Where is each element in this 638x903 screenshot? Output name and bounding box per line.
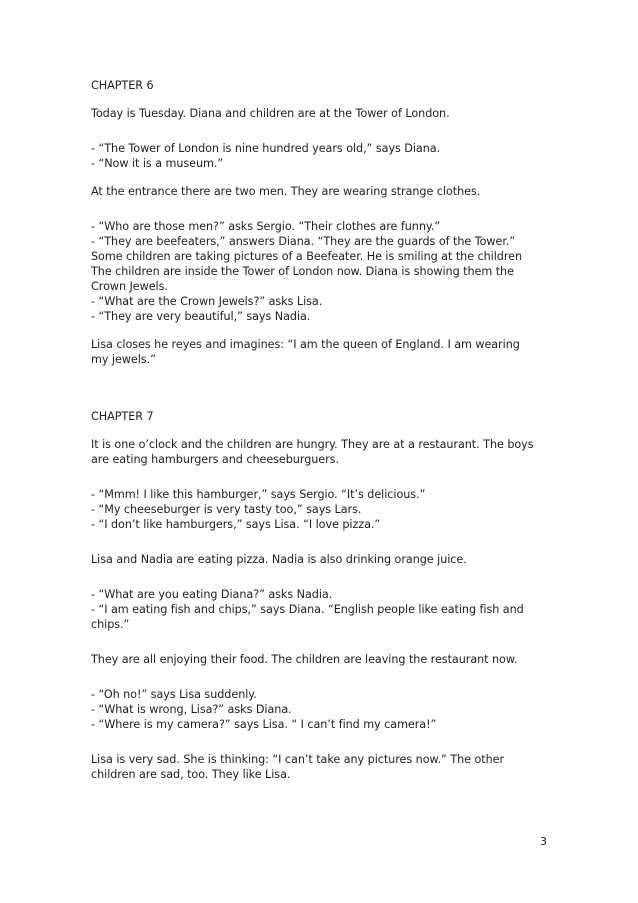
paragraph: Lisa is very sad. She is thinking: “I can’t take any pictures now.” The other children are sad, too. They like Lisa. (91, 753, 505, 781)
dialogue-block: - “The Tower of London is nine hundred years old,” says Diana. - “Now it is a museum.” (91, 142, 441, 170)
page-content (91, 78, 551, 782)
chapter-6-heading: CHAPTER 6 (91, 79, 154, 92)
paragraph: The children are inside the Tower of London now. Diana is showing them the Crown Jewels. - “What are the Crown Jewels?” asks Lisa. - “They are very beautiful,” says Nadia. (91, 265, 514, 323)
paragraph: Today is Tuesday. Diana and children are at the Tower of London. (91, 107, 450, 120)
dialogue-block: - “Mmm! I like this hamburger,” says Sergio. “It’s delicious.” - “My cheeseburger is very tasty too,” says Lars. - “I don’t like hamburgers,” says Lisa. “I love pizza.” (91, 488, 426, 531)
dialogue-block: - “Who are those men?” asks Sergio. “Their clothes are funny.” - “They are beefeaters,” answers Diana. “They are the guards of the Tower.” (91, 220, 516, 248)
paragraph: It is one o’clock and the children are hungry. They are at a restaurant. The boys are eating hamburgers and cheeseburguers. (91, 438, 534, 466)
page-number: 3 (540, 835, 547, 848)
paragraph: Lisa closes he reyes and imagines: “I am the queen of England. I am wearing my jewels.” (91, 338, 520, 366)
paragraph: Lisa and Nadia are eating pizza. Nadia is also drinking orange juice. (91, 553, 467, 566)
dialogue-block: - “Oh no!” says Lisa suddenly. - “What is wrong, Lisa?” asks Diana. - “Where is my camera?” says Lisa. “ I can’t find my camera!” (91, 688, 437, 731)
paragraph: They are all enjoying their food. The children are leaving the restaurant now. (91, 653, 518, 666)
paragraph: At the entrance there are two men. They are wearing strange clothes. (91, 185, 481, 198)
dialogue-block: - “What are you eating Diana?” asks Nadia. - “I am eating fish and chips,” says Diana. “English people like eating fish and chips.” (91, 588, 524, 631)
chapter-7-heading: CHAPTER 7 (91, 410, 154, 423)
paragraph: Some children are taking pictures of a Beefeater. He is smiling at the children (91, 250, 523, 263)
